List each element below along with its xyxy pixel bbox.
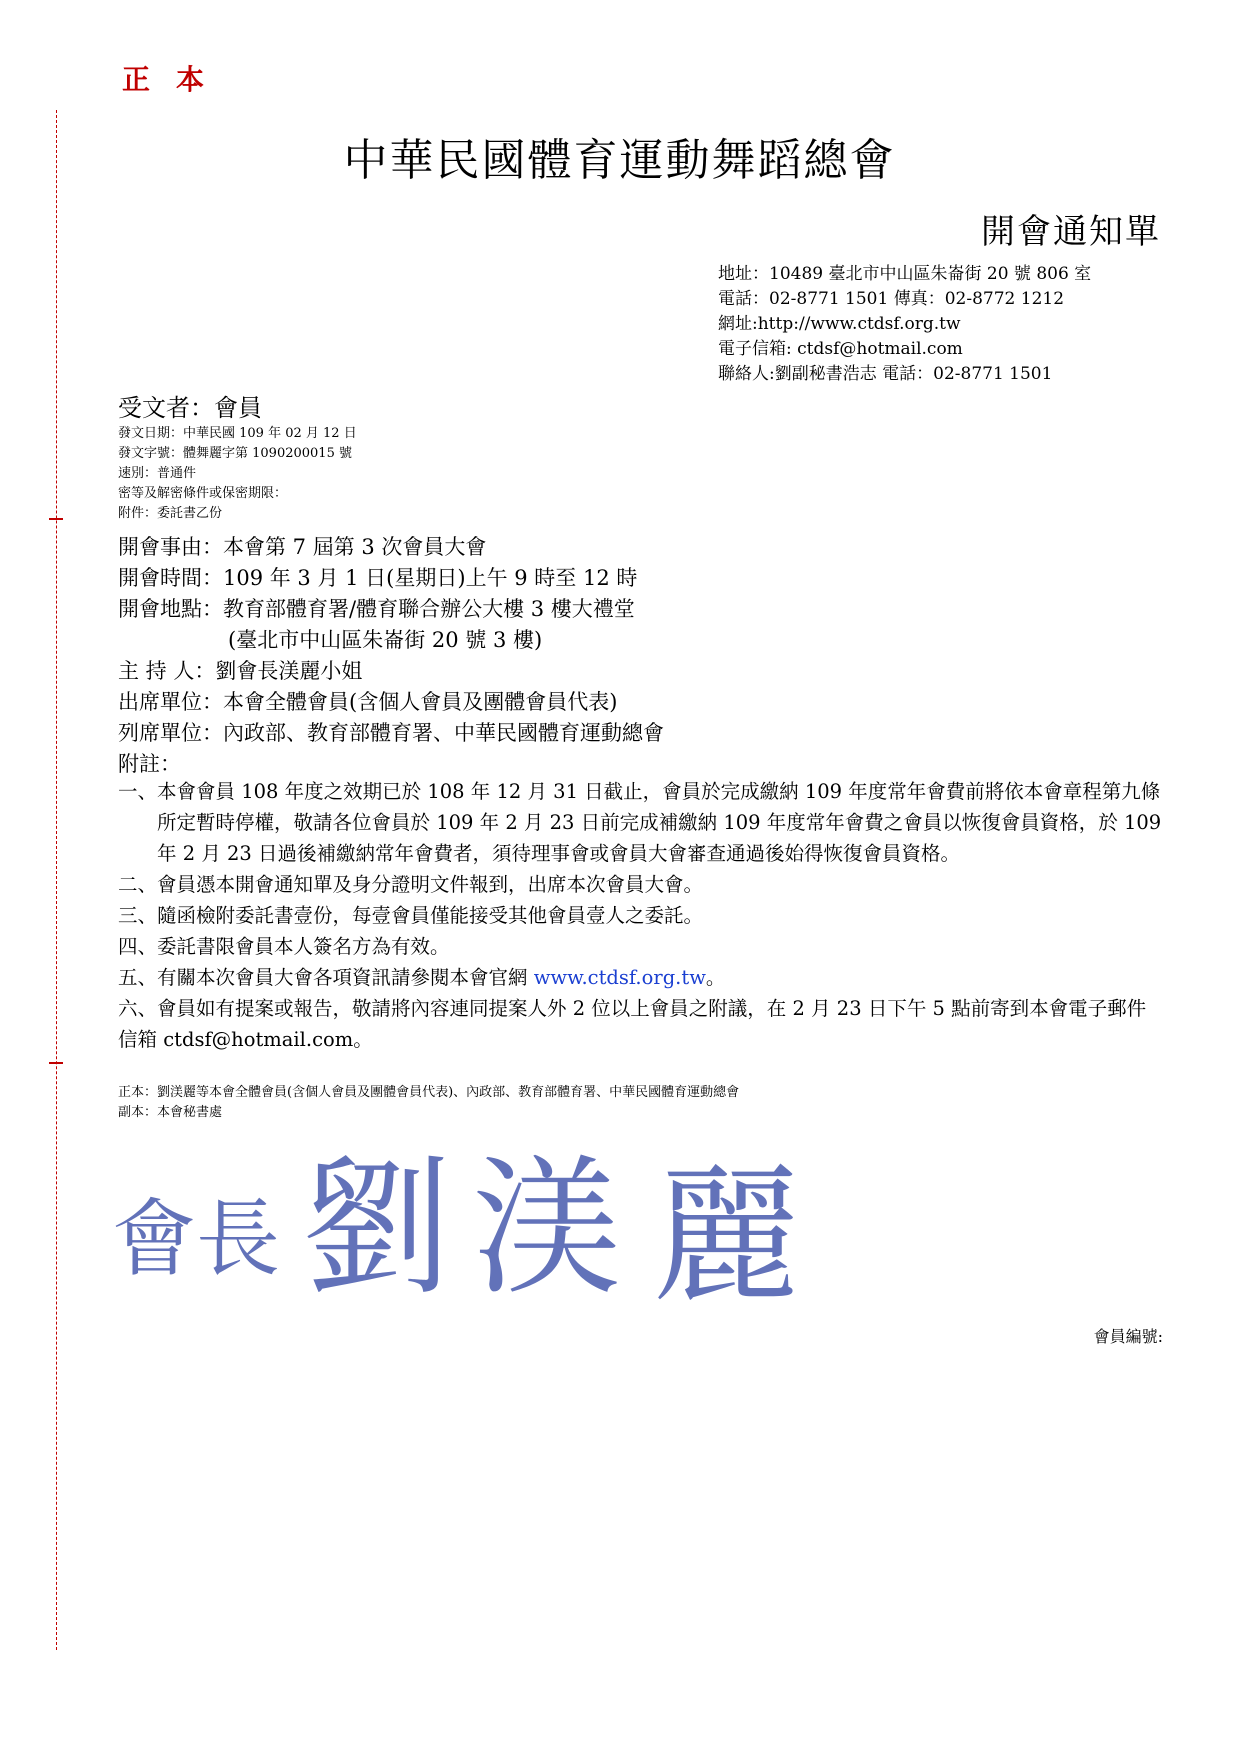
- meeting-attendees: 出席單位：本會全體會員(含個人會員及團體會員代表): [118, 690, 618, 714]
- website: 網址:http://www.ctdsf.org.tw: [718, 314, 961, 334]
- note-item: 三、隨函檢附委託書壹份，每壹會員僅能接受其他會員壹人之委託。: [118, 904, 704, 927]
- original-recipients: 正本：劉渼麗等本會全體會員(含個人會員及團體會員代表)、內政部、教育部體育署、中華民國體育運動總會: [118, 1085, 740, 1100]
- president-seal: [112, 1138, 852, 1313]
- phone-fax: 電話：02-8771 1501 傳真：02-8772 1212: [718, 289, 1065, 309]
- attachment: 附件：委託書乙份: [118, 506, 223, 521]
- document-number: 發文字號：體舞麗字第 1090200015 號: [118, 446, 352, 461]
- binding-tick: [49, 518, 63, 520]
- binding-line: [56, 110, 57, 1650]
- classification: 密等及解密條件或保密期限：: [118, 486, 288, 501]
- document-type: 開會通知單: [981, 212, 1161, 252]
- notes-list: [118, 776, 1163, 1055]
- note-item: 四、委託書限會員本人簽名方為有效。: [118, 935, 450, 958]
- organization-title: 中華民國體育運動舞蹈總會: [343, 135, 896, 186]
- note-item: 六、會員如有提案或報告，敬請將內容連同提案人外 2 位以上會員之附議，在 2 月 23 日下午 5 點前寄到本會電子郵件信箱 ctdsf@hotmail.com。: [118, 997, 1147, 1051]
- meeting-venue-address: (臺北市中山區朱崙街 20 號 3 樓): [228, 628, 543, 652]
- notes-heading: 附註：: [118, 752, 181, 776]
- meeting-observers: 列席單位：內政部、教育部體育署、中華民國體育運動總會: [118, 721, 664, 745]
- email: 電子信箱: ctdsf@hotmail.com: [718, 339, 963, 359]
- meeting-chair: 主 持 人：劉會長渼麗小姐: [118, 659, 363, 683]
- original-copy-mark: 正本: [122, 63, 231, 96]
- binding-tick: [49, 1062, 63, 1064]
- distribution-block: [118, 1083, 739, 1123]
- member-number-label: 會員編號:: [1093, 1327, 1163, 1346]
- contact-block: [718, 262, 1091, 387]
- meeting-time: 開會時間：109 年 3 月 1 日(星期日)上午 9 時至 12 時: [118, 566, 638, 590]
- delivery-speed: 速別：普通件: [118, 466, 197, 481]
- note-item: 二、會員憑本開會通知單及身分證明文件報到，出席本次會員大會。: [118, 873, 704, 896]
- note-text: 本會會員 108 年度之效期已於 108 年 12 月 31 日截止，會員於完成繳納 109 年度常年會費前將依本會章程第九條所定暫時停權，敬請各位會員於 109 年 2 月 23 日前完成補繳納 109 年度常年會費之會員以恢復會員資格，於 109 年 2 月 23 日過後補繳納常年會費者，須待理事會或會員大會審查通過後始得恢復會員資格。: [157, 780, 1162, 865]
- seal-text-surname: 劉: [302, 1142, 453, 1313]
- meta-block: [118, 424, 357, 524]
- issue-date: 發文日期：中華民國 109 年 02 月 12 日: [118, 426, 357, 441]
- note-text: 五、有關本次會員大會各項資訊請參閱本會官網: [118, 966, 534, 989]
- recipient: 受文者：會員: [118, 394, 262, 422]
- note-text: 。: [705, 966, 726, 989]
- note-item: [118, 776, 1163, 869]
- note-item: [118, 962, 1163, 993]
- seal-text-given-1: 渼: [472, 1142, 623, 1313]
- address: 地址：10489 臺北市中山區朱崙街 20 號 806 室: [718, 264, 1092, 284]
- note-marker: 一、: [118, 780, 158, 803]
- meeting-venue: 開會地點：教育部體育署/體育聯合辦公大樓 3 樓大禮堂: [118, 597, 635, 621]
- seal-text-given-2: 麗: [652, 1150, 803, 1313]
- seal-text-president: 會長: [112, 1190, 281, 1288]
- meeting-fields: [118, 532, 664, 749]
- meeting-subject: 開會事由：本會第 7 屆第 3 次會員大會: [118, 535, 487, 559]
- copy-recipients: 副本：本會秘書處: [118, 1105, 223, 1120]
- website-link[interactable]: www.ctdsf.org.tw: [533, 966, 706, 989]
- contact-person: 聯絡人:劉副秘書浩志 電話：02-8771 1501: [718, 364, 1053, 384]
